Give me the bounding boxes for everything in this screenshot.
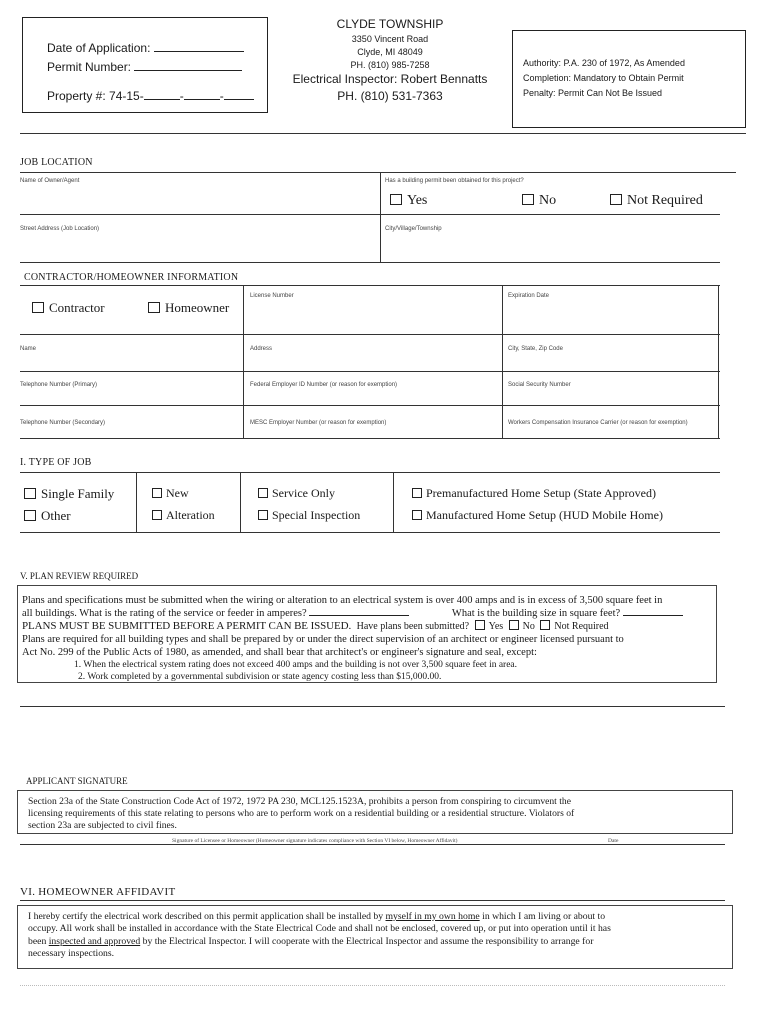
header-divider: [20, 133, 746, 134]
contractor-divider-1: [243, 285, 244, 438]
signature-notice-text: [28, 796, 728, 832]
property-field-3[interactable]: [224, 98, 254, 100]
job-location-title: JOB LOCATION: [20, 157, 93, 168]
job-location-divider: [380, 172, 381, 262]
phone-secondary-label: Telephone Number (Secondary): [20, 420, 106, 426]
property-label: Property #: 74-15-: [47, 89, 144, 103]
expiration-label: Expiration Date: [508, 293, 550, 299]
service-only-label: Service Only: [272, 486, 335, 500]
authority-text: [523, 56, 685, 101]
date-field[interactable]: [154, 50, 244, 52]
affidavit-line-3: [28, 936, 728, 948]
new-label: New: [166, 486, 189, 500]
checkbox[interactable]: [540, 620, 550, 630]
address-label: Address: [250, 346, 273, 352]
homeowner-option-label: Homeowner: [165, 300, 230, 315]
permit-no[interactable]: [522, 193, 556, 209]
affidavit-title: VI. HOMEOWNER AFFIDAVIT: [20, 886, 176, 898]
permit-label: Permit Number:: [47, 60, 132, 74]
type-divider-3: [393, 472, 394, 532]
checkbox[interactable]: [610, 194, 622, 205]
checkbox[interactable]: [412, 488, 422, 498]
contractor-title: CONTRACTOR/HOMEOWNER INFORMATION: [24, 272, 239, 283]
city-state-zip-label: City, State, Zip Code: [508, 346, 563, 352]
inspector-phone: PH. (810) 531-7363: [337, 89, 443, 103]
checkbox[interactable]: [32, 302, 44, 313]
affidavit-line-1b: myself in my own home: [385, 911, 480, 922]
checkbox[interactable]: [509, 620, 519, 630]
plans-yes-label: Yes: [488, 621, 504, 632]
contractor-bottom-line: [20, 438, 720, 439]
township-phone: PH. (810) 985-7258: [350, 60, 430, 70]
contractor-line-2: [20, 334, 720, 335]
alteration-option[interactable]: [152, 508, 215, 523]
plan-line-4: Plans are required for all building types and shall be prepared by or under the direct supervision of an architect or engineer licensed pursuant to: [22, 634, 624, 645]
affidavit-text: [28, 911, 728, 961]
signature-line[interactable]: [20, 844, 725, 845]
premanufactured-option[interactable]: [412, 486, 656, 501]
homeowner-option[interactable]: [148, 300, 229, 316]
authority-line: Authority: P.A. 230 of 1972, As Amended: [523, 58, 685, 68]
service-only-option[interactable]: [258, 486, 335, 501]
checkbox[interactable]: [412, 510, 422, 520]
affidavit-line-3c: by the Electrical Inspector. I will cooperate with the Electrical Inspector and assume the responsibility to arrange for: [142, 935, 594, 947]
contractor-divider-2: [502, 285, 503, 438]
service-rating-question: all buildings. What is the rating of the service or feeder in amperes?: [22, 608, 307, 619]
other-option[interactable]: [24, 508, 71, 524]
affidavit-line-3a: been: [28, 935, 47, 947]
plans-must-be-submitted: PLANS MUST BE SUBMITTED BEFORE A PERMIT CAN BE ISSUED.: [22, 620, 352, 632]
checkbox[interactable]: [148, 302, 160, 313]
job-location-top-line: [20, 172, 736, 173]
permit-field[interactable]: [134, 69, 242, 71]
new-option[interactable]: [152, 486, 189, 501]
township-name: CLYDE TOWNSHIP: [336, 17, 444, 31]
plans-no-label: No: [522, 621, 535, 632]
checkbox[interactable]: [522, 194, 534, 205]
workers-comp-label: Workers Compensation Insurance Carrier (or reason for exemption): [508, 420, 688, 426]
signature-line-2: licensing requirements of this state relating to persons who are to perform work on a residential building or a residential structure. Violators of: [28, 808, 575, 819]
job-location-bottom-line: [20, 262, 720, 263]
special-inspection-option[interactable]: [258, 508, 360, 523]
plan-exception-1: 1. When the electrical system rating does not exceed 400 amps and the building is not over 3,500 square feet in area.: [74, 660, 518, 670]
signature-line-3: section 23a are subjected to civil fines.: [28, 820, 177, 831]
special-inspection-label: Special Inspection: [272, 508, 361, 522]
premanufactured-label: Premanufactured Home Setup (State Approved): [426, 486, 656, 500]
plan-line-2: [22, 607, 712, 620]
city-label: City/Village/Township: [385, 226, 442, 232]
permit-question: Has a building permit been obtained for this project?: [385, 178, 524, 184]
affidavit-line-1a: I hereby certify the electrical work described on this permit application shall be installed by: [28, 911, 384, 922]
plans-no[interactable]: [509, 621, 535, 632]
contractor-line-3: [20, 371, 720, 372]
checkbox[interactable]: [24, 510, 36, 521]
mesc-label: MESC Employer Number (or reason for exemption): [250, 420, 387, 426]
single-family-label: Single Family: [41, 486, 115, 501]
signature-line-1: Section 23a of the State Construction Code Act of 1972, 1972 PA 230, MCL125.1523A, prohibits a person from conspiring to circumvent the: [28, 796, 571, 807]
manufactured-label: Manufactured Home Setup (HUD Mobile Home): [426, 508, 663, 522]
plans-submitted-question: Have plans been submitted?: [356, 621, 470, 632]
affidavit-line-1: [28, 911, 728, 923]
not-required-label: Not Required: [627, 193, 703, 208]
type-of-job-top-line: [20, 472, 720, 473]
affidavit-top-line: [20, 900, 725, 901]
plans-not-required[interactable]: [540, 621, 608, 632]
plan-line-5: Act No. 299 of the Public Acts of 1980, as amended, and shall bear that architect's or engineer's signature and seal, except:: [22, 647, 537, 658]
checkbox[interactable]: [152, 488, 162, 498]
property-field-1[interactable]: [144, 98, 180, 100]
date-of-application: [47, 41, 244, 55]
other-label: Other: [41, 508, 71, 523]
township-header: [270, 17, 510, 103]
completion-line: Completion: Mandatory to Obtain Permit: [523, 73, 684, 83]
alteration-label: Alteration: [166, 508, 215, 522]
contractor-right-edge: [718, 285, 719, 438]
checkbox[interactable]: [152, 510, 162, 520]
building-size-question: What is the building size in square feet?: [451, 608, 621, 619]
service-rating-field[interactable]: [309, 614, 409, 616]
page-bottom-line: [20, 985, 725, 986]
name-label: Name: [20, 346, 37, 352]
checkbox[interactable]: [258, 510, 268, 520]
affidavit-line-3b: inspected and approved: [48, 935, 141, 947]
township-city: Clyde, MI 48049: [357, 47, 423, 57]
job-location-mid-line: [20, 214, 720, 215]
contractor-option-label: Contractor: [49, 300, 105, 315]
owner-label: Name of Owner/Agent: [20, 178, 80, 184]
property-field-2[interactable]: [184, 98, 220, 100]
signature-date-label: Date: [608, 838, 619, 844]
plan-review-bottom-line: [20, 706, 725, 707]
permit-not-required[interactable]: [610, 193, 703, 209]
ssn-label: Social Security Number: [508, 382, 571, 388]
penalty-line: Penalty: Permit Can Not Be Issued: [523, 88, 663, 98]
checkbox[interactable]: [475, 620, 485, 630]
plan-line-3: [22, 620, 712, 633]
plan-review-title: V. PLAN REVIEW REQUIRED: [20, 571, 139, 581]
contractor-top-line: [20, 285, 720, 286]
checkbox[interactable]: [258, 488, 268, 498]
building-size-field[interactable]: [623, 614, 683, 616]
type-of-job-bottom-line: [20, 532, 720, 533]
no-label: No: [539, 193, 557, 208]
street-label: Street Address (Job Location): [20, 226, 100, 232]
plan-review-text: [22, 594, 712, 683]
contractor-line-4: [20, 405, 720, 406]
single-family-option[interactable]: [24, 486, 114, 502]
plans-not-required-label: Not Required: [554, 621, 609, 632]
date-label: Date of Application:: [47, 41, 151, 55]
signature-label: Signature of Licensee or Homeowner (Homeowner signature indicates compliance with Section VI below, Homeowner Affidavit): [172, 838, 458, 844]
checkbox[interactable]: [390, 194, 402, 205]
checkbox[interactable]: [24, 488, 36, 499]
yes-label: Yes: [407, 193, 428, 208]
manufactured-option[interactable]: [412, 508, 663, 523]
fed-id-label: Federal Employer ID Number (or reason for exemption): [250, 382, 398, 388]
inspector-name: Electrical Inspector: Robert Bennatts: [292, 72, 488, 86]
phone-primary-label: Telephone Number (Primary): [20, 382, 98, 388]
plan-exception-2: 2. Work completed by a governmental subdivision or state agency costing less than $15,000.00.: [78, 672, 442, 682]
signature-title: APPLICANT SIGNATURE: [26, 776, 128, 786]
license-label: License Number: [250, 293, 294, 299]
affidavit-line-2: occupy. All work shall be installed in accordance with the State Electrical Code and shall not be enclosed, covered up, or put into operation until it has: [28, 923, 611, 935]
type-of-job-title: I. TYPE OF JOB: [20, 457, 92, 468]
affidavit-line-1c: in which I am living or about to: [482, 911, 606, 922]
affidavit-line-4: necessary inspections.: [28, 948, 115, 960]
township-address: 3350 Vincent Road: [351, 34, 429, 44]
type-divider-1: [136, 472, 137, 532]
permit-yes[interactable]: [390, 193, 427, 209]
plan-line-1: Plans and specifications must be submitted when the wiring or alteration to an electrical system is over 400 amps and is in excess of 3,500 square feet in: [22, 595, 663, 606]
type-divider-2: [240, 472, 241, 532]
plans-yes[interactable]: [475, 621, 504, 632]
permit-number: [47, 60, 242, 74]
contractor-option[interactable]: [32, 300, 105, 316]
property-number: Property #: 74-15- - -: [47, 89, 254, 103]
